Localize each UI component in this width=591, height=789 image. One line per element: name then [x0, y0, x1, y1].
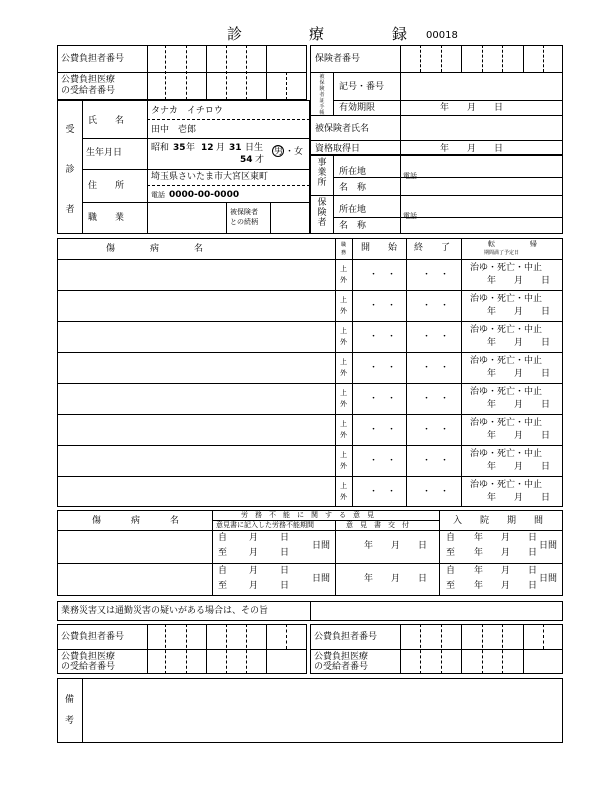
- sex-male[interactable]: 男: [274, 147, 284, 157]
- opinion-from-month: 月: [249, 533, 259, 543]
- job-ue[interactable]: 上: [340, 451, 347, 459]
- job-ue[interactable]: 上: [340, 327, 347, 335]
- opinion-to-label: 至: [218, 548, 228, 558]
- bottom-public-medical-left-2: の受給者番号: [61, 662, 116, 672]
- relation-field[interactable]: [271, 203, 309, 233]
- workplace-accident-field[interactable]: [311, 602, 562, 620]
- outcome-header-2: 帰: [530, 240, 537, 248]
- opinion-from-label: 自: [218, 566, 228, 576]
- occupation-label: 職 業: [88, 213, 125, 223]
- patient-side-label: 受 診 者: [65, 125, 75, 215]
- insurer-phone-label: 電話: [403, 212, 417, 220]
- employer-phone-label: 電話: [403, 172, 417, 180]
- outcome-options[interactable]: 治ゆ・死亡・中止: [470, 356, 543, 366]
- disease-name-field[interactable]: [58, 353, 334, 382]
- start-date-dots[interactable]: ・ ・: [369, 301, 397, 311]
- end-date-dots[interactable]: ・ ・: [422, 487, 450, 497]
- job-ue[interactable]: 上: [340, 389, 347, 397]
- valid-period-label: 有効期限: [339, 103, 376, 113]
- end-date-dots[interactable]: ・ ・: [422, 456, 450, 466]
- insurer-side-label: 保 険 者: [317, 198, 327, 228]
- start-date-dots[interactable]: ・ ・: [369, 363, 397, 373]
- hospital-to-ymd[interactable]: 年 月 日: [474, 581, 538, 591]
- insurer-name-label: 名 称: [339, 221, 367, 231]
- address-label: 住 所: [88, 181, 125, 191]
- bottom-public-payer-label-right: 公費負担者番号: [314, 632, 378, 642]
- occupation-field[interactable]: [148, 203, 225, 233]
- outcome-header-1: 転: [488, 240, 495, 248]
- symbol-number-field[interactable]: [401, 73, 562, 99]
- public-payer-digit-field[interactable]: [148, 46, 306, 71]
- job-ue[interactable]: 上: [340, 420, 347, 428]
- patient-name-kanji[interactable]: 田中 壱郎: [151, 125, 197, 135]
- opinion-to-month: 月: [249, 581, 259, 591]
- hospital-days: 日間: [539, 574, 558, 584]
- opinion-from-label: 自: [218, 533, 228, 543]
- outcome-options[interactable]: 治ゆ・死亡・中止: [470, 263, 543, 273]
- labor-disease-header-3: 名: [170, 516, 180, 526]
- public-medical-label-1: 公費負担医療: [61, 75, 116, 85]
- hospital-from-ymd[interactable]: 年 月 日: [474, 566, 538, 576]
- job-ue[interactable]: 上: [340, 265, 347, 273]
- remarks-field[interactable]: [83, 679, 562, 742]
- birth-year[interactable]: 35: [173, 143, 186, 153]
- qualified-date-value: 年 月 日: [440, 144, 504, 154]
- hospital-from-ymd[interactable]: 年 月 日: [474, 533, 538, 543]
- symbol-number-label: 記号・番号: [339, 82, 385, 92]
- bottom-public-payer-label-left: 公費負担者番号: [61, 632, 125, 642]
- title-char-ryo: 療: [309, 25, 325, 43]
- patient-address[interactable]: 埼玉県さいたま市大宮区東町: [151, 172, 269, 182]
- opinion-period-header: 意見書に記入した労務不能期間: [216, 521, 314, 529]
- labor-disease-header-1: 傷: [92, 516, 102, 526]
- opinion-days: 日間: [312, 541, 331, 551]
- opinion-to-day: 日: [280, 548, 290, 558]
- start-date-dots[interactable]: ・ ・: [369, 394, 397, 404]
- opinion-from-month: 月: [249, 566, 259, 576]
- disease-header-1: 傷: [106, 244, 116, 254]
- outcome-options[interactable]: 治ゆ・死亡・中止: [470, 294, 543, 304]
- end-date-dots[interactable]: ・ ・: [422, 301, 450, 311]
- start-date-dots[interactable]: ・ ・: [369, 456, 397, 466]
- hospital-to-ymd[interactable]: 年 月 日: [474, 548, 538, 558]
- opinion-days: 日間: [312, 574, 331, 584]
- end-date-dots[interactable]: ・ ・: [422, 270, 450, 280]
- bottom-public-medical-right-2: の受給者番号: [314, 662, 369, 672]
- disease-name-field[interactable]: [58, 415, 334, 444]
- job-gai[interactable]: 外: [340, 338, 347, 346]
- outcome-date[interactable]: 年 月 日: [487, 307, 551, 317]
- job-ue[interactable]: 上: [340, 482, 347, 490]
- birth-month[interactable]: 12: [201, 143, 214, 153]
- disease-name-field[interactable]: [58, 260, 334, 289]
- record-number: 00018: [426, 30, 458, 41]
- outcome-date[interactable]: 年 月 日: [487, 369, 551, 379]
- card-side-label: 被 保 険 者 証 手 帳: [319, 74, 325, 116]
- disease-name-field[interactable]: [58, 322, 334, 351]
- outcome-options[interactable]: 治ゆ・死亡・中止: [470, 418, 543, 428]
- hospital-period-header: 入 院 期 間: [453, 516, 544, 526]
- end-header: 終 了: [414, 243, 451, 253]
- job-header-2: 務: [341, 250, 347, 256]
- outcome-options[interactable]: 治ゆ・死亡・中止: [470, 325, 543, 335]
- opinion-to-day: 日: [280, 581, 290, 591]
- job-gai[interactable]: 外: [340, 493, 347, 501]
- end-date-dots[interactable]: ・ ・: [422, 425, 450, 435]
- outcome-options[interactable]: 治ゆ・死亡・中止: [470, 449, 543, 459]
- employer-location-label: 所在地: [339, 167, 367, 177]
- bottom-public-medical-left-1: 公費負担医療: [61, 652, 116, 662]
- disease-name-field[interactable]: [58, 477, 334, 506]
- relation-label-1: 被保険者: [230, 208, 258, 216]
- insured-name-field[interactable]: [401, 116, 562, 139]
- workplace-accident-label: 業務災害又は通勤災害の疑いがある場合は、その旨: [61, 606, 269, 616]
- labor-opinion-header: 労 務 不 能 に 関 す る 意 見: [241, 511, 374, 519]
- sex-male-circle: [272, 145, 284, 157]
- labor-disease-header-2: 病: [131, 516, 141, 526]
- outcome-options[interactable]: 治ゆ・死亡・中止: [470, 387, 543, 397]
- job-gai[interactable]: 外: [340, 431, 347, 439]
- opinion-issue-date[interactable]: 年 月 日: [364, 541, 428, 551]
- outcome-date[interactable]: 年 月 日: [487, 276, 551, 286]
- patient-phone-label: 電話: [151, 191, 165, 199]
- opinion-issue-date[interactable]: 年 月 日: [364, 574, 428, 584]
- employer-name-label: 名 称: [339, 183, 367, 193]
- remarks-label-1: 備: [65, 695, 75, 705]
- outcome-date[interactable]: 年 月 日: [487, 462, 551, 472]
- start-date-dots[interactable]: ・ ・: [369, 487, 397, 497]
- patient-age[interactable]: 54: [240, 155, 253, 165]
- disease-name-field[interactable]: [58, 291, 334, 320]
- title-char-shin: 診: [227, 25, 243, 43]
- name-label: 氏 名: [88, 116, 125, 126]
- labor-disease-field[interactable]: [58, 564, 211, 595]
- hospital-days: 日間: [539, 541, 558, 551]
- bottom-public-medical-right-1: 公費負担医療: [314, 652, 369, 662]
- hospital-from-label: 自: [446, 566, 456, 576]
- opinion-issue-header: 意 見 書 交 付: [346, 521, 409, 529]
- opinion-to-month: 月: [249, 548, 259, 558]
- labor-disease-field[interactable]: [58, 531, 211, 562]
- hospital-to-label: 至: [446, 581, 456, 591]
- job-ue[interactable]: 上: [340, 358, 347, 366]
- insurer-number-label: 保険者番号: [315, 54, 361, 64]
- job-gai[interactable]: 外: [340, 307, 347, 315]
- disease-name-field[interactable]: [58, 446, 334, 475]
- sex-female[interactable]: ・女: [285, 147, 304, 157]
- disease-header-2: 病: [150, 244, 160, 254]
- opinion-from-day: 日: [280, 566, 290, 576]
- public-recipient-digit-field[interactable]: [148, 73, 306, 99]
- birthdate-label: 生年月日: [86, 148, 123, 158]
- remarks-label-2: 考: [65, 716, 75, 726]
- relation-label-2: との続柄: [230, 218, 258, 226]
- insurer-digit-field[interactable]: [401, 46, 562, 71]
- opinion-from-day: 日: [280, 533, 290, 543]
- hospital-to-label: 至: [446, 548, 456, 558]
- job-ue[interactable]: 上: [340, 296, 347, 304]
- patient-name-kana[interactable]: タナカ イチロウ: [151, 106, 223, 116]
- start-date-dots[interactable]: ・ ・: [369, 332, 397, 342]
- valid-period-date: 年 月 日: [440, 103, 504, 113]
- qualified-date-label: 資格取得日: [315, 144, 361, 154]
- outcome-options[interactable]: 治ゆ・死亡・中止: [470, 480, 543, 490]
- job-gai[interactable]: 外: [340, 369, 347, 377]
- outcome-date[interactable]: 年 月 日: [487, 493, 551, 503]
- insured-name-label: 被保険者氏名: [315, 124, 370, 134]
- public-payer-number-label: 公費負担者番号: [61, 54, 125, 64]
- disease-name-field[interactable]: [58, 384, 334, 413]
- title-char-roku: 録: [392, 25, 408, 43]
- start-header: 開 始: [361, 243, 398, 253]
- outcome-date[interactable]: 年 月 日: [487, 338, 551, 348]
- start-date-dots[interactable]: ・ ・: [369, 270, 397, 280]
- insurer-location-label: 所在地: [339, 205, 367, 215]
- job-gai[interactable]: 外: [340, 462, 347, 470]
- birth-day[interactable]: 31: [229, 143, 242, 153]
- job-gai[interactable]: 外: [340, 276, 347, 284]
- outcome-date[interactable]: 年 月 日: [487, 431, 551, 441]
- public-medical-label-2: の受給者番号: [61, 86, 116, 96]
- end-date-dots[interactable]: ・ ・: [422, 394, 450, 404]
- patient-phone[interactable]: 0000-00-0000: [169, 190, 240, 200]
- disease-header-3: 名: [194, 244, 204, 254]
- end-date-dots[interactable]: ・ ・: [422, 332, 450, 342]
- start-date-dots[interactable]: ・ ・: [369, 425, 397, 435]
- outcome-date[interactable]: 年 月 日: [487, 400, 551, 410]
- job-header-1: 職: [341, 242, 347, 248]
- job-gai[interactable]: 外: [340, 400, 347, 408]
- hospital-from-label: 自: [446, 533, 456, 543]
- opinion-to-label: 至: [218, 581, 228, 591]
- end-scheduled-header: 期間満了予定日: [484, 250, 520, 256]
- end-date-dots[interactable]: ・ ・: [422, 363, 450, 373]
- employer-side-label: 事 業 所: [317, 158, 327, 188]
